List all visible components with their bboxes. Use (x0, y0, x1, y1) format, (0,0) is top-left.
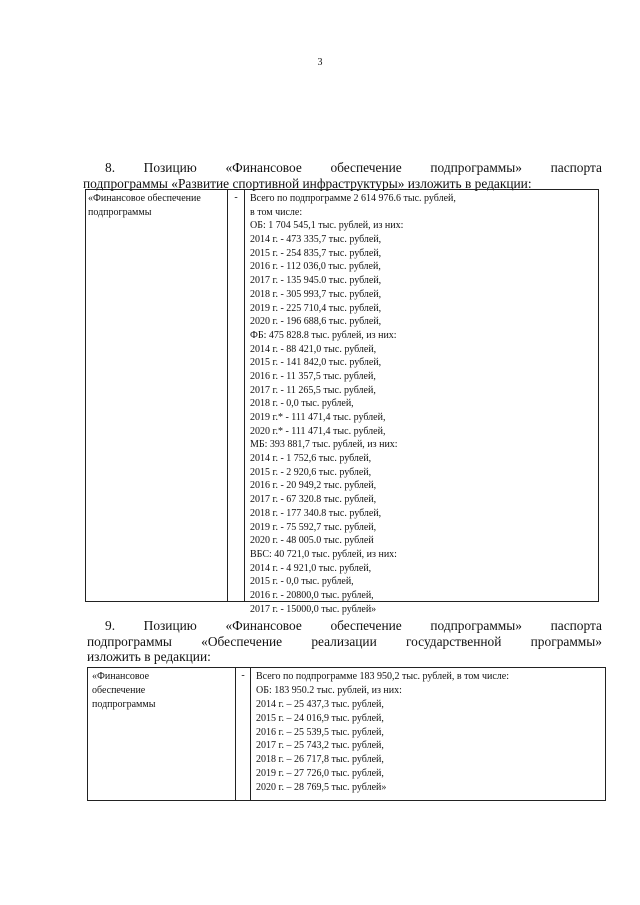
table-label-cell (88, 668, 236, 800)
section-9-line-2: подпрограммы «Обеспечение реализации государственной программы» (87, 633, 602, 649)
page-number: 3 (317, 57, 323, 68)
table-value-line: 2014 г. - 88 421,0 тыс. рублей, (250, 343, 377, 355)
table-value-line: 2018 г. - 305 993,7 тыс. рублей, (250, 288, 382, 300)
table-value-line: 2017 г. – 25 743,2 тыс. рублей, (256, 740, 384, 752)
table-value-cell (245, 190, 598, 615)
table-value-line: 2018 г. – 26 717,8 тыс. рублей, (256, 754, 384, 766)
table-value-line: 2018 г. - 0,0 тыс. рублей, (250, 398, 354, 410)
table-value-line: 2019 г. - 75 592,7 тыс. рублей, (250, 521, 377, 533)
table-value-line: в том числе: (250, 206, 303, 218)
table-dash-cell: - (236, 668, 251, 800)
table-value-line: ФБ: 475 828.8 тыс. рублей, из них: (250, 329, 397, 341)
table-value-line: 2016 г. - 20800,0 тыс. рублей, (250, 589, 374, 601)
table-value-line: МБ: 393 881,7 тыс. рублей, из них: (250, 439, 398, 451)
section-9-line-1: 9. Позицию «Финансовое обеспечение подпрограммы» паспорта (105, 618, 602, 633)
section-8-paragraph (83, 160, 602, 191)
table-value-line: ОБ: 1 704 545,1 тыс. рублей, из них: (250, 220, 404, 232)
table-value-line: 2017 г. - 11 265,5 тыс. рублей, (250, 384, 376, 396)
table-value-line: 2019 г. – 27 726,0 тыс. рублей, (256, 768, 384, 780)
table-value-line: 2017 г. - 15000,0 тыс. рублей» (250, 603, 377, 615)
table-label-cell (86, 190, 228, 601)
table-value-line: 2017 г. - 67 320.8 тыс. рублей, (250, 494, 377, 506)
section-9-table (87, 667, 606, 801)
table-value-line: 2014 г. - 1 752,6 тыс. рублей, (250, 453, 372, 465)
table-value-line: 2017 г. - 135 945.0 тыс. рублей, (250, 275, 382, 287)
table-value-cell (251, 668, 605, 800)
table-value-line: 2015 г. - 141 842,0 тыс. рублей, (250, 357, 382, 369)
table-value-line: 2020 г. – 28 769,5 тыс. рублей» (256, 782, 387, 794)
table-value-line: 2016 г. - 112 036,0 тыс. рублей, (250, 261, 381, 273)
table-label-line: «Финансовое (92, 671, 150, 682)
table-value-line: ВБС: 40 721,0 тыс. рублей, из них: (250, 548, 397, 560)
section-9-line-3: изложить в редакции: (87, 649, 211, 664)
table-value-line: 2014 г. - 4 921,0 тыс. рублей, (250, 562, 372, 574)
table-label-line: обеспечение (92, 684, 146, 696)
section-8-table (85, 189, 599, 615)
table-value-line: 2020 г. - 48 005.0 тыс. рублей (250, 535, 374, 547)
table-label-line: подпрограммы (92, 698, 156, 710)
table-value-line: 2019 г.* - 111 471,4 тыс. рублей, (250, 412, 386, 423)
table-dash-cell: - (228, 190, 245, 601)
table-value-line: 2015 г. - 254 835,7 тыс. рублей, (250, 247, 382, 259)
table-label: «Финансовое обеспечение подпрограммы (88, 193, 201, 218)
table-value-line: 2016 г. - 11 357,5 тыс. рублей, (250, 370, 376, 382)
table-value-line: Всего по подпрограмме 183 950,2 тыс. рублей, в том числе: (256, 671, 510, 682)
table-value-line: 2018 г. - 177 340.8 тыс. рублей, (250, 507, 382, 519)
table-value-line: 2015 г. - 0,0 тыс. рублей, (250, 576, 354, 588)
table-value-line: ОБ: 183 950.2 тыс. рублей, из них: (256, 684, 402, 696)
table-value-line: 2016 г. - 20 949,2 тыс. рублей, (250, 480, 377, 492)
section-8-line-2: подпрограммы «Развитие спортивной инфраструктуры» изложить в редакции: (83, 175, 532, 191)
table-value-line: 2015 г. – 24 016,9 тыс. рублей, (256, 712, 384, 724)
table-value-line: 2015 г. - 2 920,6 тыс. рублей, (250, 466, 372, 478)
table-value-line: 2014 г. – 25 437,3 тыс. рублей, (256, 698, 384, 710)
table-value-line: 2019 г. - 225 710,4 тыс. рублей, (250, 302, 382, 314)
section-8-line-1: 8. Позицию «Финансовое обеспечение подпрограммы» паспорта (105, 160, 602, 175)
table-value-line: 2020 г. - 196 688,6 тыс. рублей, (250, 316, 382, 328)
table-value-line: 2016 г. – 25 539,5 тыс. рублей, (256, 726, 384, 738)
table-value-line: 2020 г.* - 111 471,4 тыс. рублей, (250, 425, 386, 437)
table-value-line: Всего по подпрограмме 2 614 976.6 тыс. рублей, (250, 193, 456, 204)
section-9-paragraph (87, 618, 602, 665)
table-value-line: 2014 г. - 473 335,7 тыс. рублей, (250, 234, 382, 246)
